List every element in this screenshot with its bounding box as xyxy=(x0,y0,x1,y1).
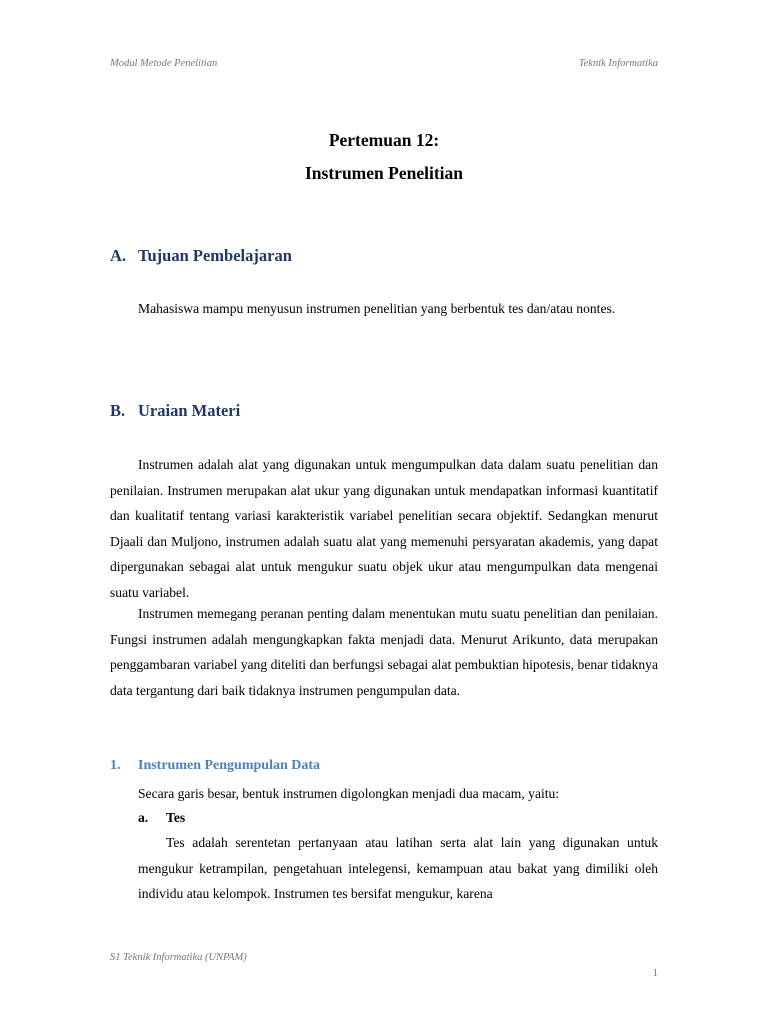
section-a-paragraph xyxy=(110,296,658,322)
section-b-paragraph-2 xyxy=(110,601,658,703)
subsection-1-heading xyxy=(110,758,320,774)
section-a-heading xyxy=(110,246,292,266)
section-b-title: Uraian Materi xyxy=(138,401,241,420)
section-b-text-2: Instrumen memegang peranan penting dalam menentukan mutu suatu penelitian dan penilaian. Fungsi instrumen adalah mengungkapkan fakta menjadi data. Menurut Arikunto, data merupakan penggambaran variabel yang diteliti dan berfungsi sebagai alat pembuktian hipotesis, benar tidaknya data tergantung dari baik tidaknya instrumen pengumpulan data. xyxy=(110,606,658,698)
running-footer: S1 Teknik Informatika (UNPAM) xyxy=(110,952,247,963)
section-b-number: B. xyxy=(110,401,126,420)
list-item-a-paragraph xyxy=(138,830,658,907)
section-b-heading xyxy=(110,401,240,421)
list-item-a-title: Tes xyxy=(166,810,186,825)
list-item-a-label: a. xyxy=(138,810,149,825)
subsection-1-title: Instrumen Pengumpulan Data xyxy=(138,758,321,773)
list-item-a-text: Tes adalah serentetan pertanyaan atau latihan serta alat lain yang digunakan untuk mengukur ketrampilan, pengetahuan intelegensi, kemampuan atau bakat yang dimiliki oleh individu atau kelompok. Instrumen tes bersifat mengukur, karena xyxy=(138,835,658,902)
running-header-right: Teknik Informatika xyxy=(578,58,658,69)
chapter-title: Instrumen Penelitian xyxy=(305,163,463,183)
chapter-number: Pertemuan 12: xyxy=(328,130,440,150)
section-b-paragraph-1 xyxy=(110,452,658,606)
section-b-text-1: Instrumen adalah alat yang digunakan untuk mengumpulkan data dalam suatu penelitian dan penilaian. Instrumen merupakan alat ukur yang digunakan untuk mendapatkan informasi kuantitatif dan kualitatif tentang variasi karakteristik variabel penelitian secara objektif. Sedangkan menurut Djaali dan Muljono, instrumen adalah suatu alat yang memenuhi persyaratan akademis, yang dapat dipergunakan sebagai alat untuk mengukur suatu objek ukur atau mengumpulkan data mengenai suatu variabel. xyxy=(110,457,658,600)
list-item-a-heading xyxy=(110,805,185,831)
page-number: 1 xyxy=(652,968,658,979)
subsection-1-number: 1. xyxy=(110,758,121,773)
subsection-1-intro: Secara garis besar, bentuk instrumen digolongkan menjadi dua macam, yaitu: xyxy=(138,786,560,801)
section-a-title: Tujuan Pembelajaran xyxy=(138,246,292,265)
section-a-text: Mahasiswa mampu menyusun instrumen penelitian yang berbentuk tes dan/atau nontes. xyxy=(138,301,616,316)
running-header-left: Modul Metode Penelitian xyxy=(110,58,218,69)
section-a-number: A. xyxy=(110,246,127,265)
